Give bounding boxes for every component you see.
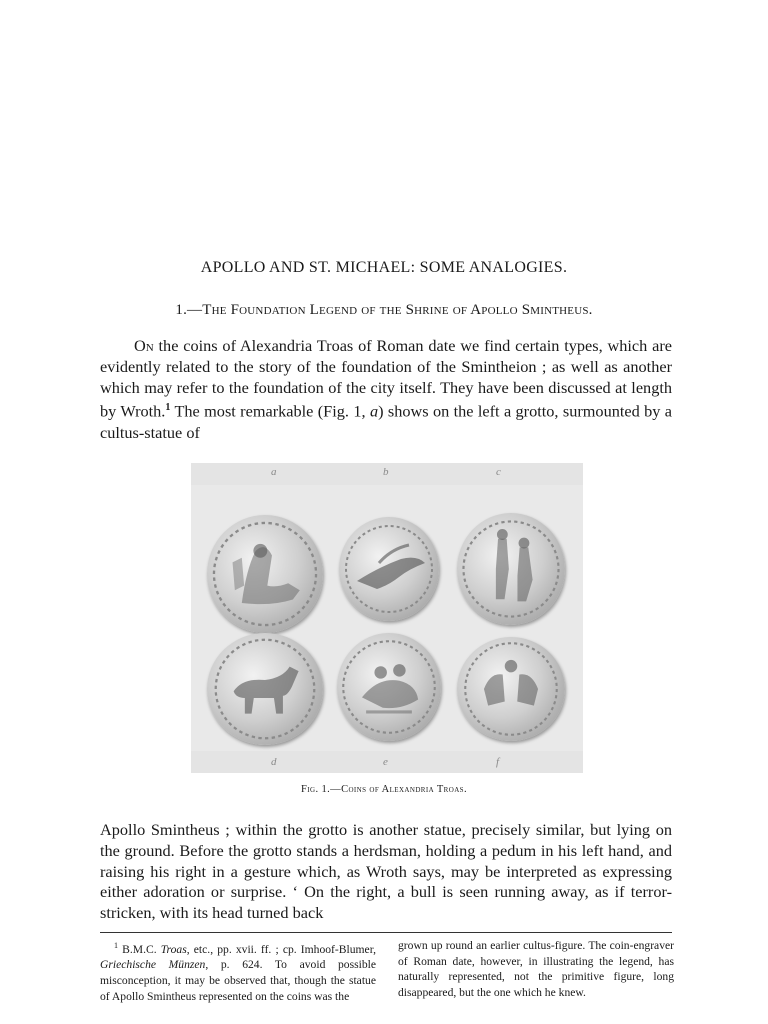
coin-a-relief [207,515,323,633]
footnote-1 [100,938,376,1004]
coin-b-relief [339,517,439,621]
figure-letter-a: a [271,466,277,478]
figure-reference-letter: a [369,401,379,421]
article-title: APOLLO AND ST. MICHAEL: SOME ANALOGIES. [200,259,568,276]
coin-e-image [337,633,441,741]
footnote-1-text-e: , p. 624. To avoid possible misconception, it may be observed that, though the statue of Apollo Smintheus represented on the coins was the [100,958,376,1003]
figure-letter-f: f [496,756,500,768]
figure-letter-e: e [383,756,388,768]
footnote-reference[interactable]: 1 [165,402,171,414]
figure-letter-d: d [271,756,277,768]
footnote-1-mark: 1 [114,941,118,950]
coin-d-image [207,633,323,745]
paragraph-1-text-b: The most remarkable (Fig. 1, [170,401,370,421]
figure-letter-b: b [383,466,389,478]
coin-b-image [339,517,439,621]
footnote-continuation: grown up round an earlier cultus-figure. The coin-engraver of Roman date, however, in illustrating the legend, has naturally represented, not the primitive figure, long disappeared, but the one which he knew. [398,939,674,999]
footnote-1-text-a: B.M.C. [118,942,161,956]
footnote-divider [100,932,672,933]
section-heading: 1.—The Foundation Legend of the Shrine of Apollo Smintheus. [175,302,593,318]
coin-f-relief [457,637,565,741]
body-paragraph-1 [100,336,672,443]
coin-photo-plate [191,485,583,751]
coin-figure [191,463,583,773]
coin-d-relief [207,633,323,745]
paragraph-1-text-c: ) shows on the left a grotto, surmounted by a cultus-statue of [100,401,672,442]
paragraph-1-text-a: the coins of Alexandria Troas of Roman date we find certain types, which are evidently related to the story of the foundation of the Smintheion ; as well as another which may refer to the foundation of the city itself. They have been discussed at length by Wroth. [100,336,672,421]
figure-letter-c: c [496,466,501,478]
body-paragraph-2: Apollo Smintheus ; within the grotto is another statue, precisely similar, but lying on the ground. Before the grotto stands a herdsman, holding a pedum in his left hand, and raising his right in a gesture which, as Wroth says, may be interpreted as expressing either adoration or surprise. ‘ On the right, a bull is seen running away, as if terror-stricken, with its head turned back [100,820,672,923]
footnote-1-text-c: , etc., pp. xvii. ff. ; cp. Imhoof-Blumer, [186,942,376,956]
coin-f-image [457,637,565,741]
drop-cap-word: On [134,336,154,355]
footnote-1-text-d: Griechische Münzen [100,958,206,972]
figure-caption: Fig. 1.—Coins of Alexandria Troas. [301,784,467,795]
coin-a-image [207,515,323,633]
coin-c-image [457,513,565,625]
footnote-1-text-b: Troas [160,942,187,956]
coin-c-relief [457,513,565,625]
coin-e-relief [337,633,441,741]
